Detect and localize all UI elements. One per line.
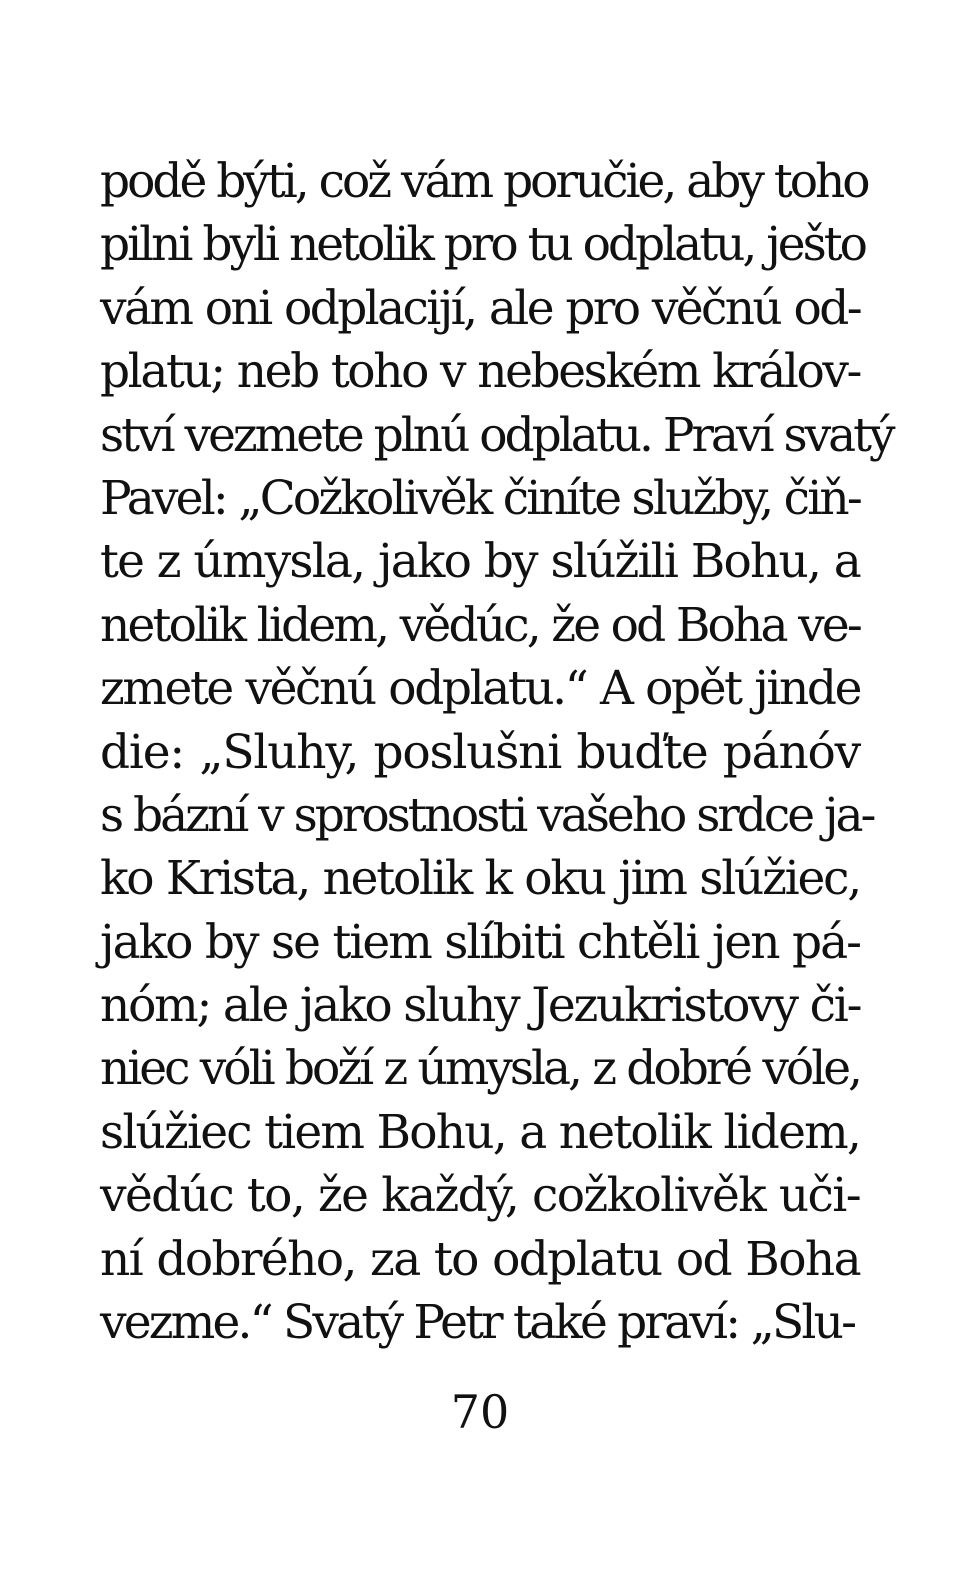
page-number: 70 — [450, 1385, 510, 1439]
text-line: die: „Sluhy, poslušni buďte pánóv — [100, 724, 860, 780]
text-line: platu; neb toho v nebeském králov- — [100, 344, 860, 400]
text-line: nóm; ale jako sluhy Jezukristovy či- — [100, 978, 861, 1034]
text-line: ní dobrého, za to odplatu od Boha — [100, 1231, 860, 1287]
text-line: jako by se tiem slíbiti chtěli jen pá- — [100, 914, 860, 970]
text-line: slúžiec tiem Bohu, a netolik lidem, — [100, 1104, 860, 1160]
text-line: netolik lidem, vědúc, že od Boha ve- — [100, 597, 860, 653]
text-line: podě býti, což vám poručie, aby toho — [100, 154, 868, 209]
text-line: pilni byli netolik pro tu odplatu, ješto — [100, 217, 865, 273]
body-text — [100, 150, 893, 1354]
text-line: Pavel: „Cožkolivěk činíte služby, čiň- — [100, 470, 860, 526]
text-line: te z úmysla, jako by slúžili Bohu, a — [100, 534, 860, 590]
text-line: s bázní v sprostnosti vašeho srdce ja- — [100, 787, 874, 843]
text-line: vezme.“ Svatý Petr také praví: „Slu- — [100, 1295, 855, 1351]
text-line: vám oni odplacijí, ale pro věčnú od- — [100, 280, 860, 336]
text-line: zmete věčnú odplatu.“ A opět jinde — [100, 661, 860, 717]
text-line: niec vóli boží z úmysla, z dobré vóle, — [100, 1041, 860, 1097]
text-line: vědúc to, že každý, cožkolivěk uči- — [100, 1168, 860, 1224]
text-line: ství vezmete plnú odplatu. Praví svatý — [100, 407, 893, 463]
text-line: ko Krista, netolik k oku jim slúžiec, — [100, 851, 860, 907]
